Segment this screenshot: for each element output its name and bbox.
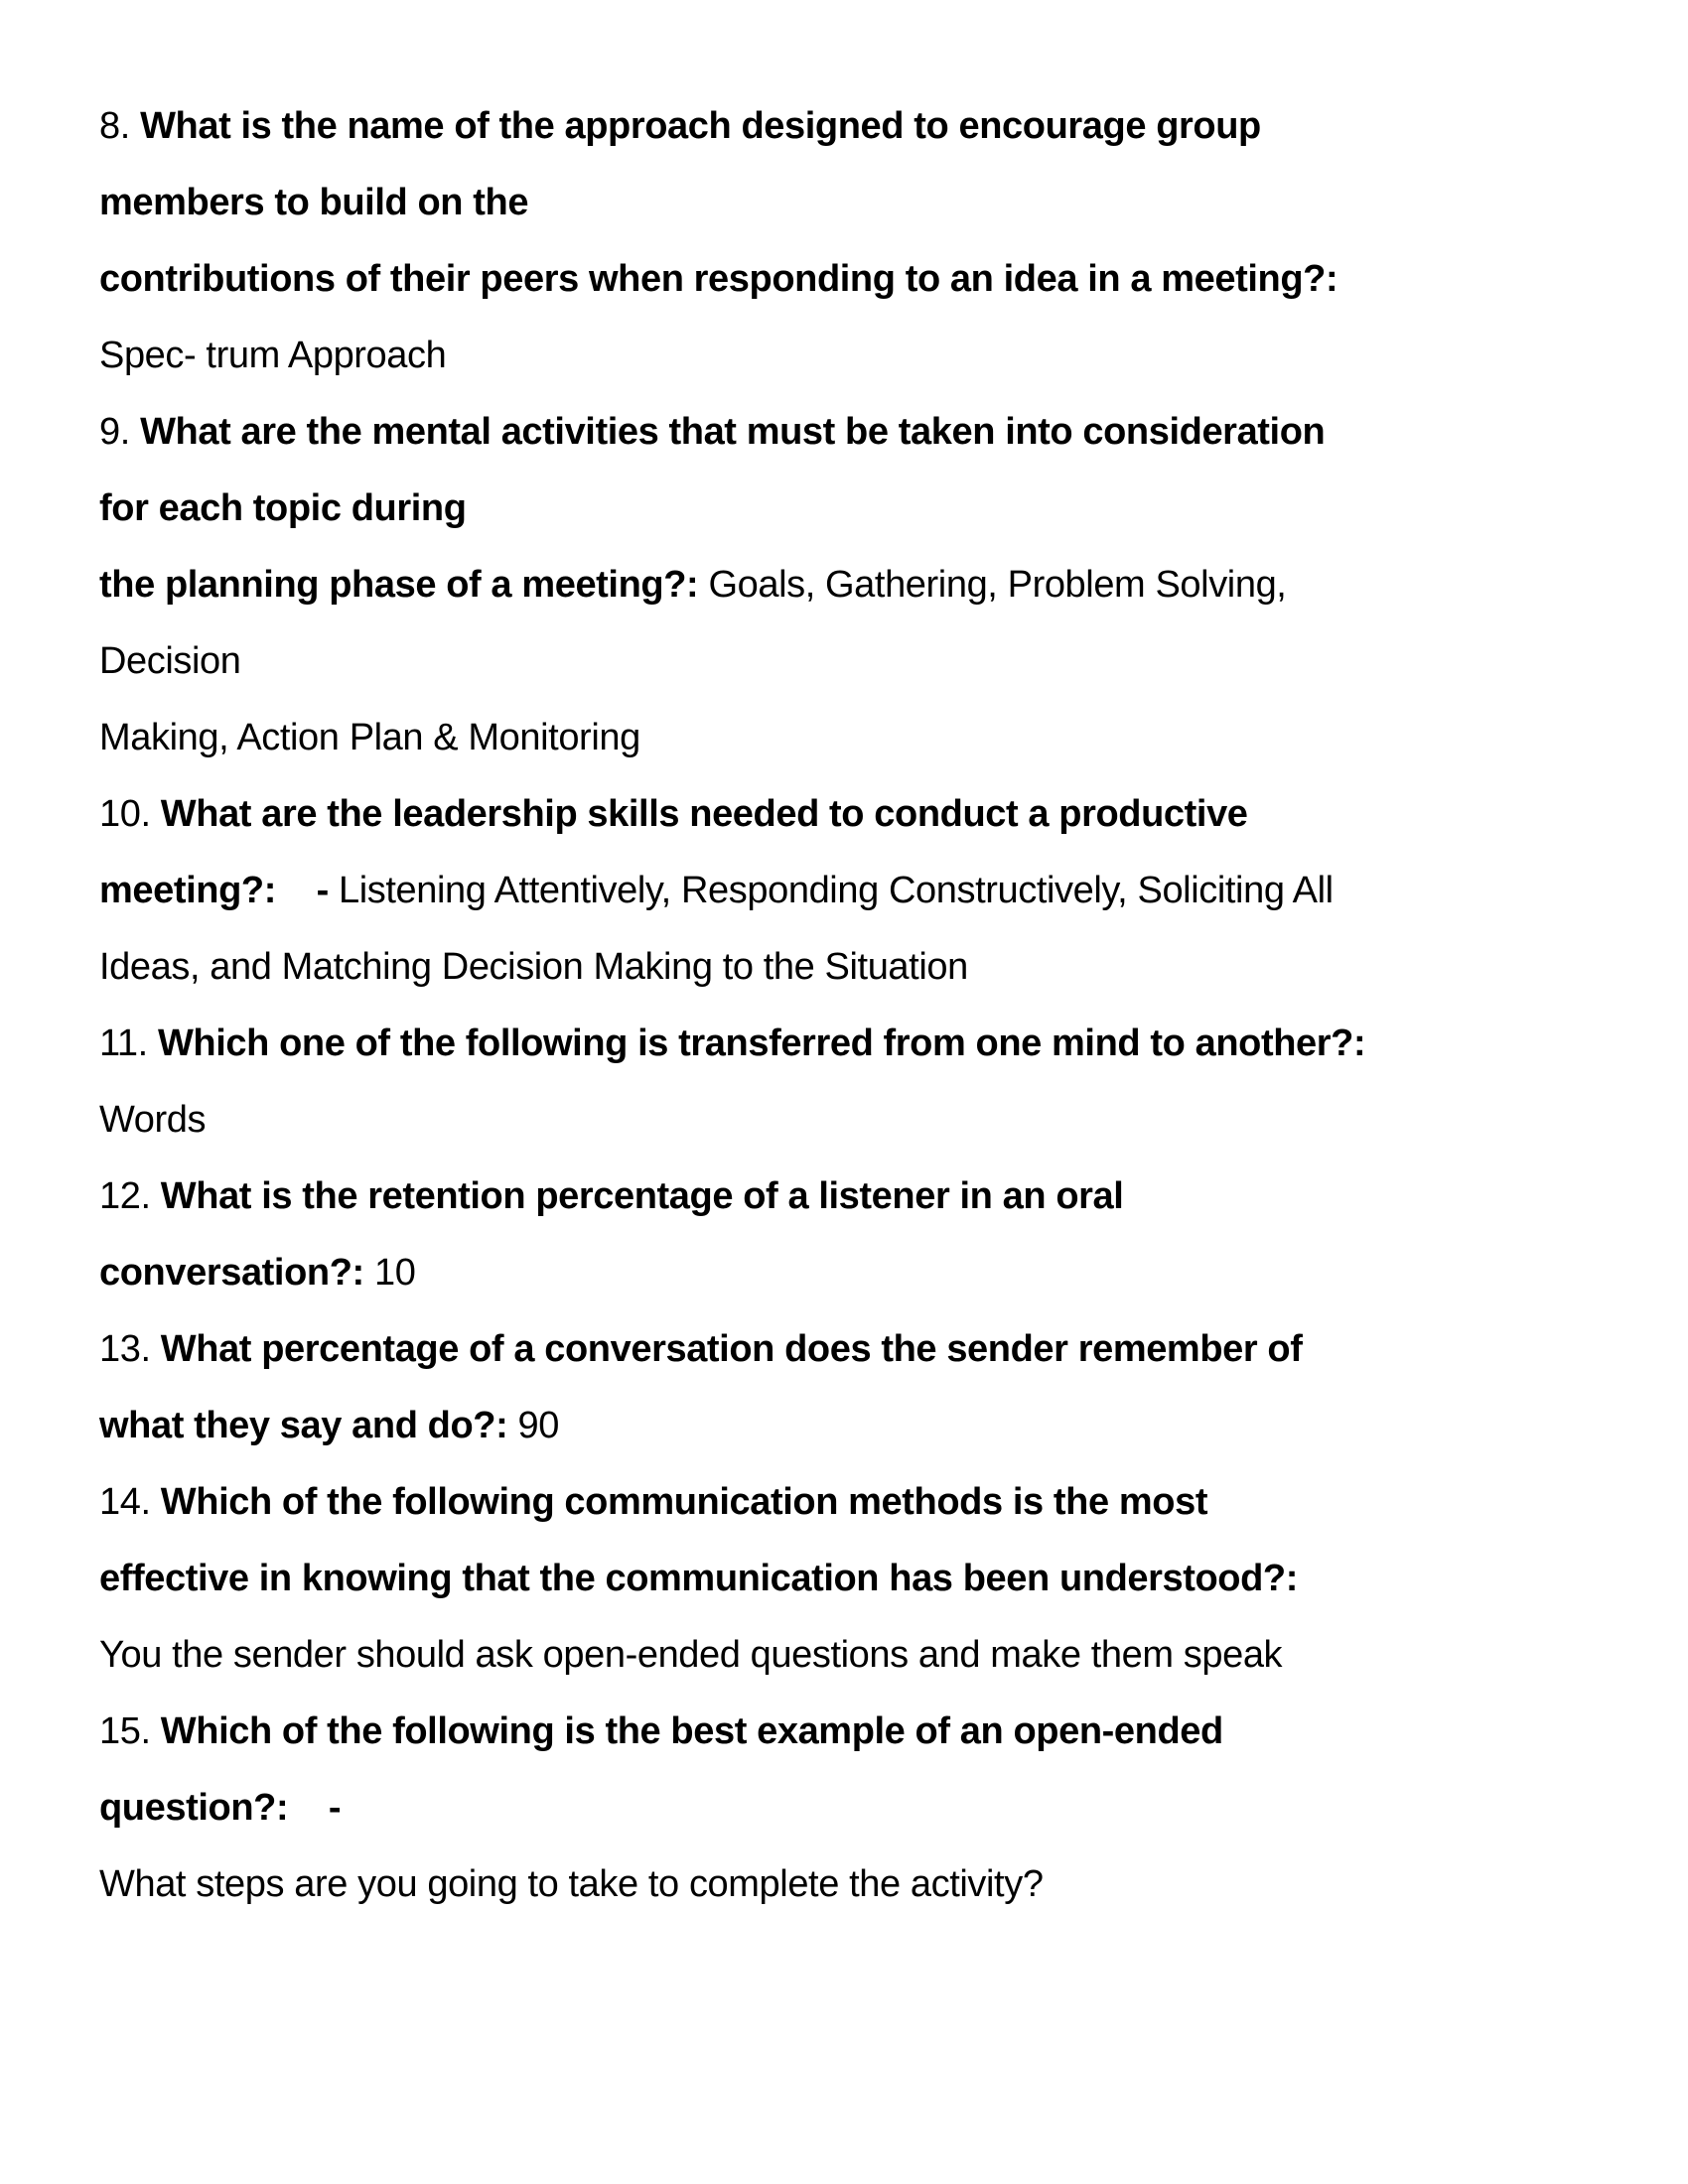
question-text: what they say and do?: bbox=[99, 1405, 508, 1446]
answer-text: 14. bbox=[99, 1481, 161, 1523]
document-page bbox=[99, 88, 1365, 1923]
text-line bbox=[99, 318, 1365, 394]
question-text: question?: - bbox=[99, 1787, 342, 1829]
question-text: effective in knowing that the communication has been understood?: bbox=[99, 1558, 1298, 1599]
question-text: meeting?: - bbox=[99, 870, 340, 911]
question-text: Which of the following communication methods is the most bbox=[160, 1481, 1208, 1523]
text-line bbox=[99, 1617, 1365, 1694]
answer-text: 9. bbox=[99, 411, 141, 453]
answer-text: You the sender should ask open-ended questions and make them speak bbox=[99, 1634, 1283, 1676]
answer-text: What steps are you going to take to complete the activity? bbox=[99, 1863, 1044, 1905]
question-text: What is the name of the approach designed to encourage group bbox=[140, 105, 1261, 147]
answer-text: 15. bbox=[99, 1710, 161, 1752]
question-text: contributions of their peers when responding to an idea in a meeting?: bbox=[99, 258, 1338, 300]
answer-text: 11. bbox=[99, 1023, 158, 1064]
text-line bbox=[99, 1541, 1365, 1617]
answer-text: 13. bbox=[99, 1328, 161, 1370]
question-text: members to build on the bbox=[99, 182, 529, 223]
text-line bbox=[99, 1846, 1365, 1923]
question-text: What are the mental activities that must be taken into consideration bbox=[140, 411, 1326, 453]
answer-text: Words bbox=[99, 1099, 207, 1141]
question-text: What percentage of a conversation does the sender remember of bbox=[160, 1328, 1303, 1370]
text-line bbox=[99, 776, 1365, 853]
text-line bbox=[99, 700, 1365, 776]
text-line bbox=[99, 241, 1365, 318]
text-line bbox=[99, 88, 1365, 165]
text-line bbox=[99, 929, 1365, 1006]
answer-text: 10. bbox=[99, 793, 161, 835]
text-line bbox=[99, 1311, 1365, 1388]
question-text: the planning phase of a meeting?: bbox=[99, 564, 699, 606]
text-line bbox=[99, 547, 1365, 623]
question-text: Which of the following is the best example of an open-ended bbox=[160, 1710, 1223, 1752]
text-line bbox=[99, 1235, 1365, 1311]
text-line bbox=[99, 853, 1365, 929]
text-line bbox=[99, 165, 1365, 241]
text-line bbox=[99, 1159, 1365, 1235]
text-line bbox=[99, 1388, 1365, 1464]
text-line bbox=[99, 471, 1365, 547]
question-text: Which one of the following is transferred from one mind to another?: bbox=[157, 1023, 1366, 1064]
text-line bbox=[99, 1694, 1365, 1770]
question-text: What is the retention percentage of a listener in an oral bbox=[160, 1175, 1124, 1217]
answer-text: 10 bbox=[363, 1252, 416, 1294]
text-line bbox=[99, 1006, 1365, 1082]
answer-text: 8. bbox=[99, 105, 141, 147]
answer-text: Decision bbox=[99, 640, 241, 682]
question-text: What are the leadership skills needed to conduct a productive bbox=[160, 793, 1248, 835]
answer-text: Listening Attentively, Responding Constructively, Soliciting All bbox=[339, 870, 1334, 911]
answer-text: 12. bbox=[99, 1175, 161, 1217]
text-line bbox=[99, 1770, 1365, 1846]
answer-text: 90 bbox=[507, 1405, 560, 1446]
text-line bbox=[99, 1464, 1365, 1541]
text-line bbox=[99, 1082, 1365, 1159]
answer-text: Making, Action Plan & Monitoring bbox=[99, 717, 640, 758]
question-text: for each topic during bbox=[99, 487, 467, 529]
question-text: conversation?: bbox=[99, 1252, 364, 1294]
answer-text: Ideas, and Matching Decision Making to the Situation bbox=[99, 946, 968, 988]
text-line bbox=[99, 623, 1365, 700]
answer-text: Spec- trum Approach bbox=[99, 335, 447, 376]
text-line bbox=[99, 394, 1365, 471]
answer-text: Goals, Gathering, Problem Solving, bbox=[698, 564, 1287, 606]
